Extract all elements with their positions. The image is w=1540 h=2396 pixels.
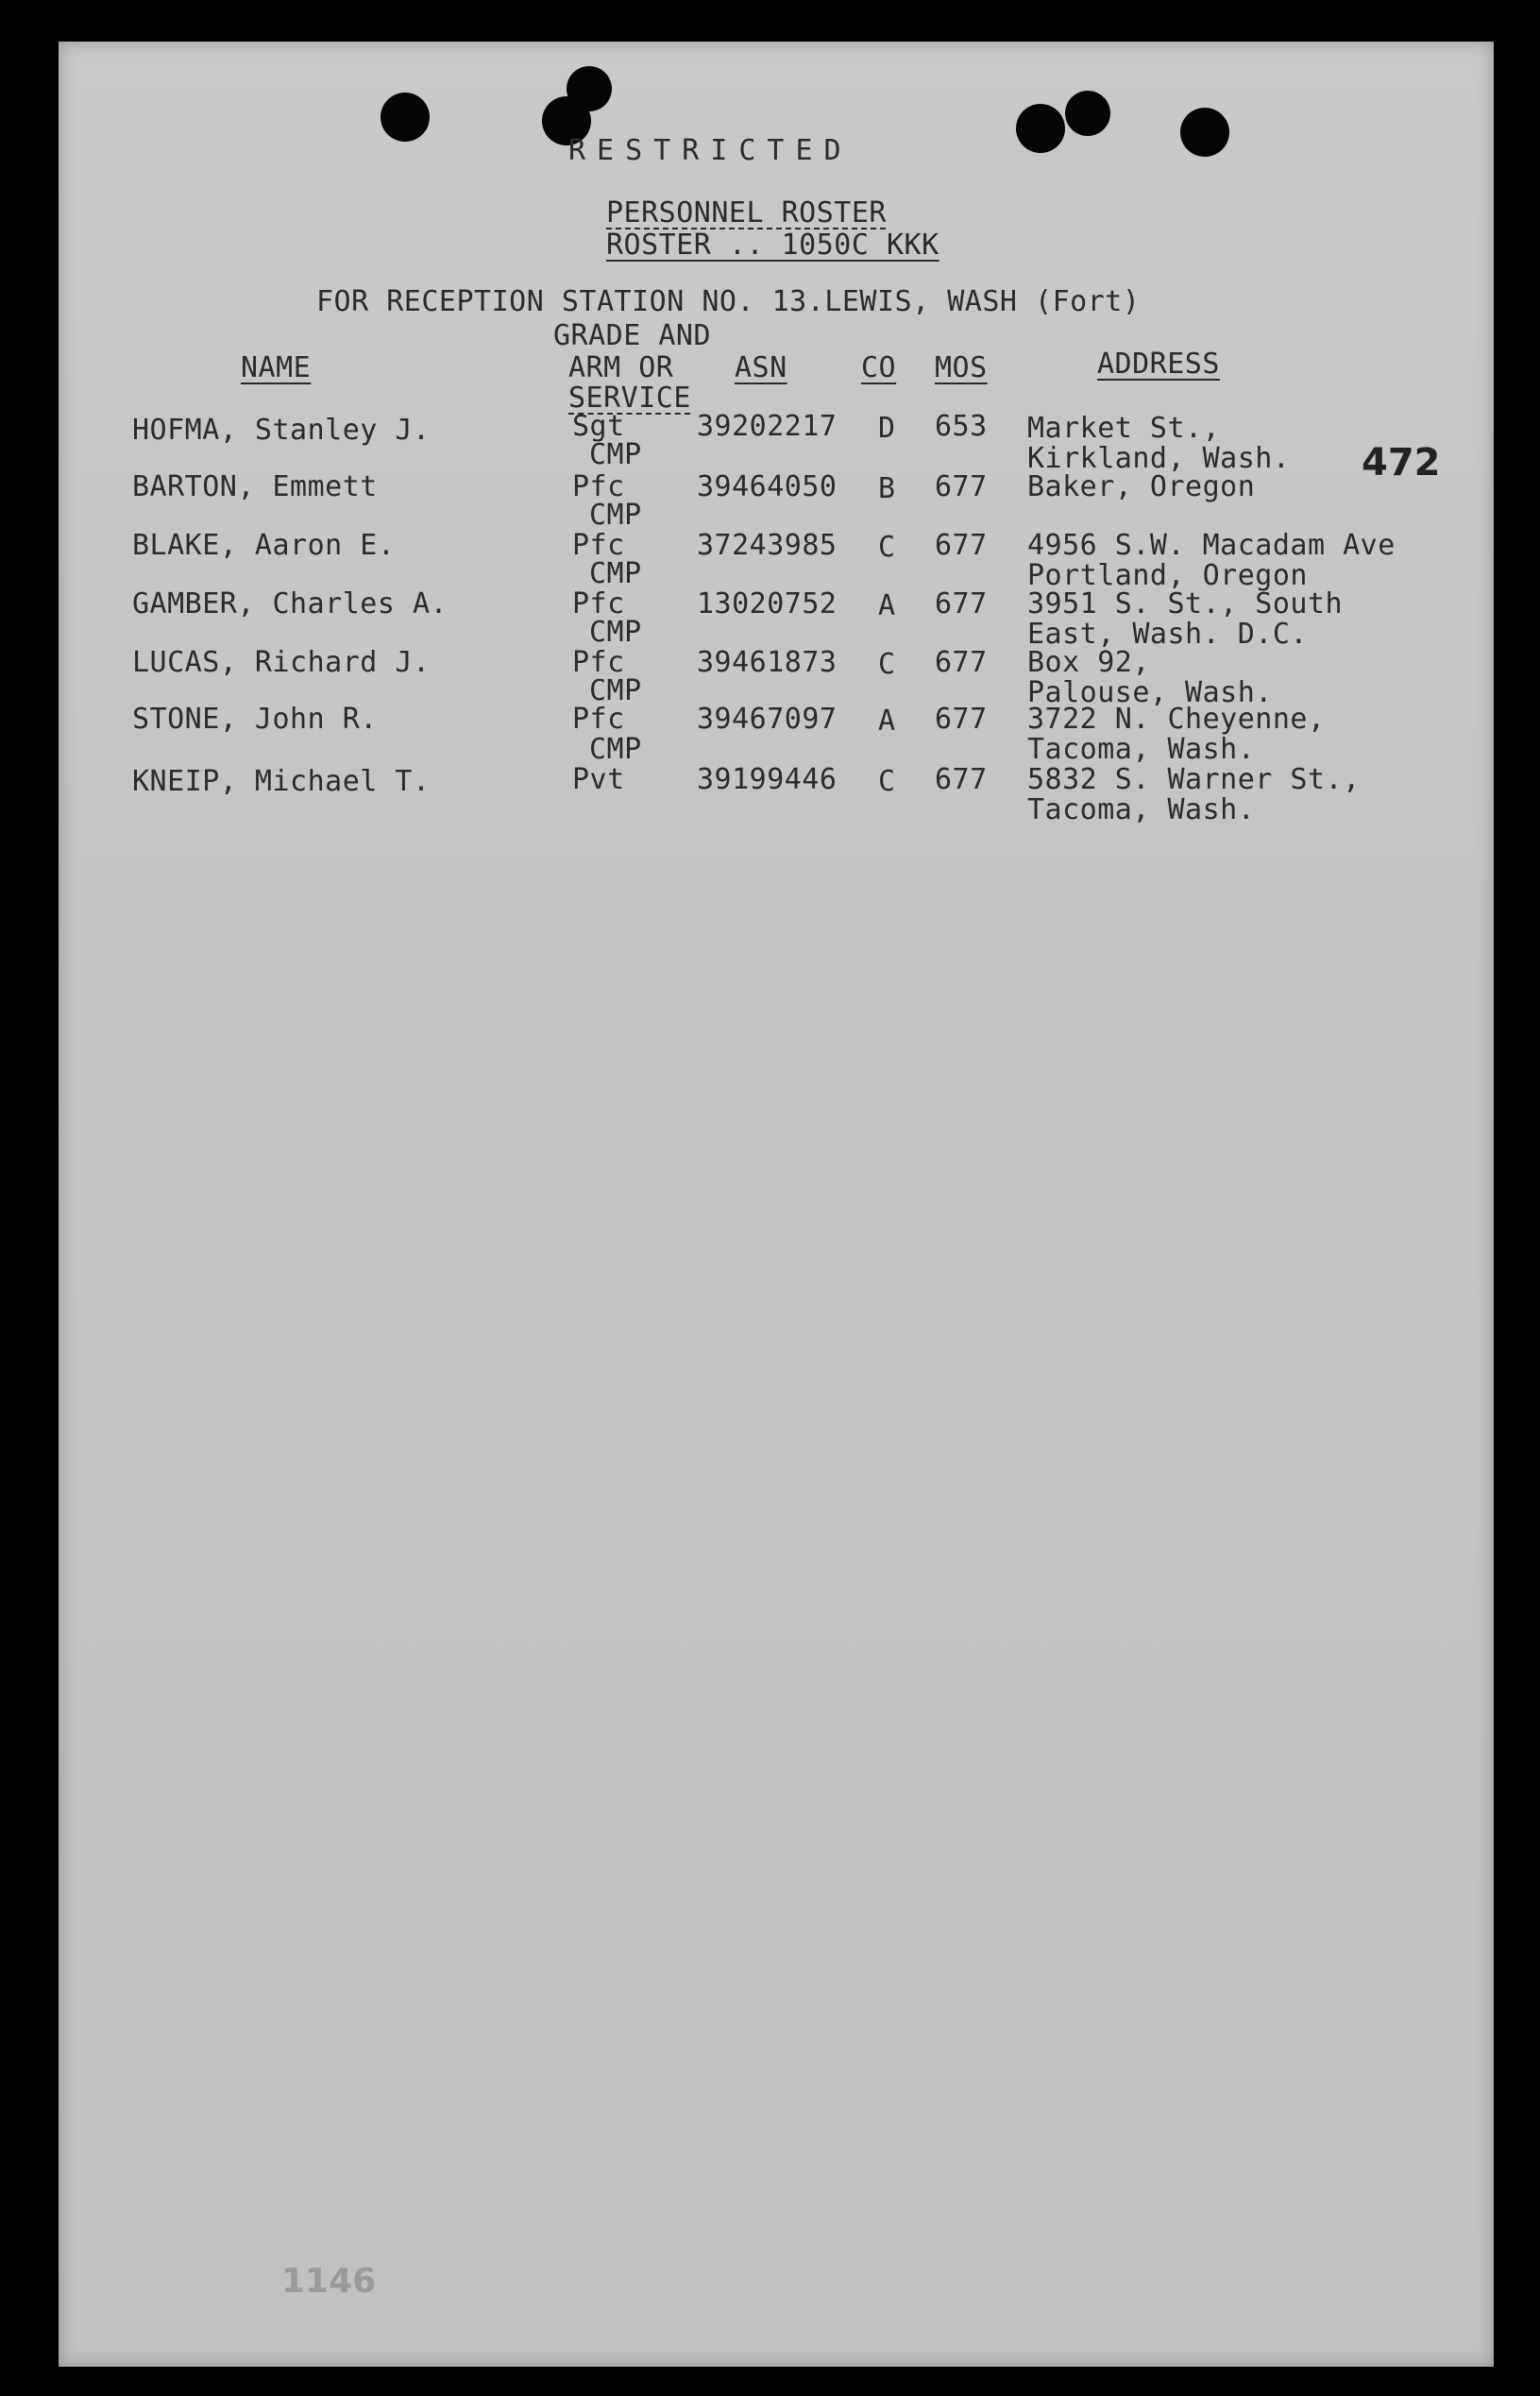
table-row-grade: Pfc <box>572 470 625 503</box>
roster-title: PERSONNEL ROSTER <box>606 196 887 229</box>
table-row-arm: CMP <box>589 674 642 707</box>
table-row-asn: 39461873 <box>697 646 838 679</box>
table-row-grade: Pfc <box>572 587 625 620</box>
column-header-grade-line2: ARM OR <box>568 351 674 384</box>
table-row-mos: 677 <box>935 529 988 562</box>
table-row-address-line1: Baker, Oregon <box>1027 470 1256 503</box>
table-row-mos: 677 <box>935 703 988 736</box>
table-row-co: A <box>878 589 896 622</box>
document-page <box>59 42 1494 2367</box>
column-header-mos: MOS <box>935 351 988 384</box>
table-row-mos: 677 <box>935 470 988 503</box>
table-row-mos: 677 <box>935 587 988 620</box>
table-row-asn: 39464050 <box>697 470 838 503</box>
table-row-address-line1: Box 92, <box>1027 646 1150 679</box>
table-row-asn: 39467097 <box>697 703 838 736</box>
table-row-arm: CMP <box>589 438 642 471</box>
table-row-address-line2: Tacoma, Wash. <box>1027 733 1256 766</box>
table-row-name: STONE, John R. <box>132 703 378 736</box>
table-row-arm: CMP <box>589 733 642 766</box>
table-row-address-line1: 4956 S.W. Macadam Ave <box>1027 529 1396 562</box>
table-row-address-line2: Tacoma, Wash. <box>1027 793 1256 826</box>
column-header-asn: ASN <box>735 351 787 384</box>
table-row-co: C <box>878 765 896 798</box>
table-row-grade: Pfc <box>572 646 625 679</box>
table-row-mos: 677 <box>935 646 988 679</box>
column-header-co: CO <box>861 351 897 384</box>
table-row-grade: Pfc <box>572 529 625 562</box>
table-row-co: C <box>878 648 896 681</box>
table-row-asn: 13020752 <box>697 587 838 620</box>
table-row-address-line1: 3951 S. St., South <box>1027 587 1344 620</box>
punch-hole <box>1065 91 1110 136</box>
table-row-mos: 677 <box>935 763 988 796</box>
table-row-arm: CMP <box>589 616 642 649</box>
table-row-asn: 39199446 <box>697 763 838 796</box>
table-row-asn: 39202217 <box>697 410 838 443</box>
roster-subtitle: ROSTER .. 1050C KKK <box>606 229 939 262</box>
column-header-address: ADDRESS <box>1097 348 1220 381</box>
punch-hole <box>381 93 430 142</box>
table-row-grade: Pvt <box>572 763 625 796</box>
table-row-co: B <box>878 472 896 505</box>
column-header-name: NAME <box>241 351 312 384</box>
table-row-address-line2: Portland, Oregon <box>1027 559 1308 592</box>
punch-hole <box>1180 108 1229 157</box>
table-row-address-line2: Kirkland, Wash. <box>1027 442 1291 475</box>
table-row-co: A <box>878 705 896 738</box>
page-number-stamp: 472 <box>1362 441 1441 484</box>
table-row-mos: 653 <box>935 410 988 443</box>
table-row-name: LUCAS, Richard J. <box>132 646 431 679</box>
table-row-name: KNEIP, Michael T. <box>132 765 431 798</box>
table-row-address-line2: Palouse, Wash. <box>1027 676 1273 709</box>
table-row-address-line2: East, Wash. D.C. <box>1027 618 1308 651</box>
table-row-arm: CMP <box>589 499 642 532</box>
classification-marking: RESTRICTED <box>568 134 853 167</box>
table-row-name: HOFMA, Stanley J. <box>132 414 431 447</box>
column-header-grade-line1: GRADE AND <box>553 319 712 352</box>
table-row-address-line1: Market St., <box>1027 412 1221 445</box>
table-row-grade: Pfc <box>572 703 625 736</box>
table-row-address-line1: 5832 S. Warner St., <box>1027 763 1361 796</box>
bottom-number-stamp: 1146 <box>281 2262 377 2301</box>
punch-hole <box>567 66 612 111</box>
table-row-name: GAMBER, Charles A. <box>132 587 448 620</box>
table-row-co: C <box>878 531 896 564</box>
punch-hole <box>1016 104 1065 153</box>
station-line: FOR RECEPTION STATION NO. 13.LEWIS, WASH (Fort) <box>316 285 1141 318</box>
table-row-address-line1: 3722 N. Cheyenne, <box>1027 703 1326 736</box>
table-row-name: BARTON, Emmett <box>132 470 378 503</box>
table-row-arm: CMP <box>589 557 642 590</box>
column-header-grade-line3: SERVICE <box>568 382 691 415</box>
table-row-grade: Sgt <box>572 410 625 443</box>
table-row-name: BLAKE, Aaron E. <box>132 529 396 562</box>
table-row-asn: 37243985 <box>697 529 838 562</box>
table-row-co: D <box>878 412 896 445</box>
